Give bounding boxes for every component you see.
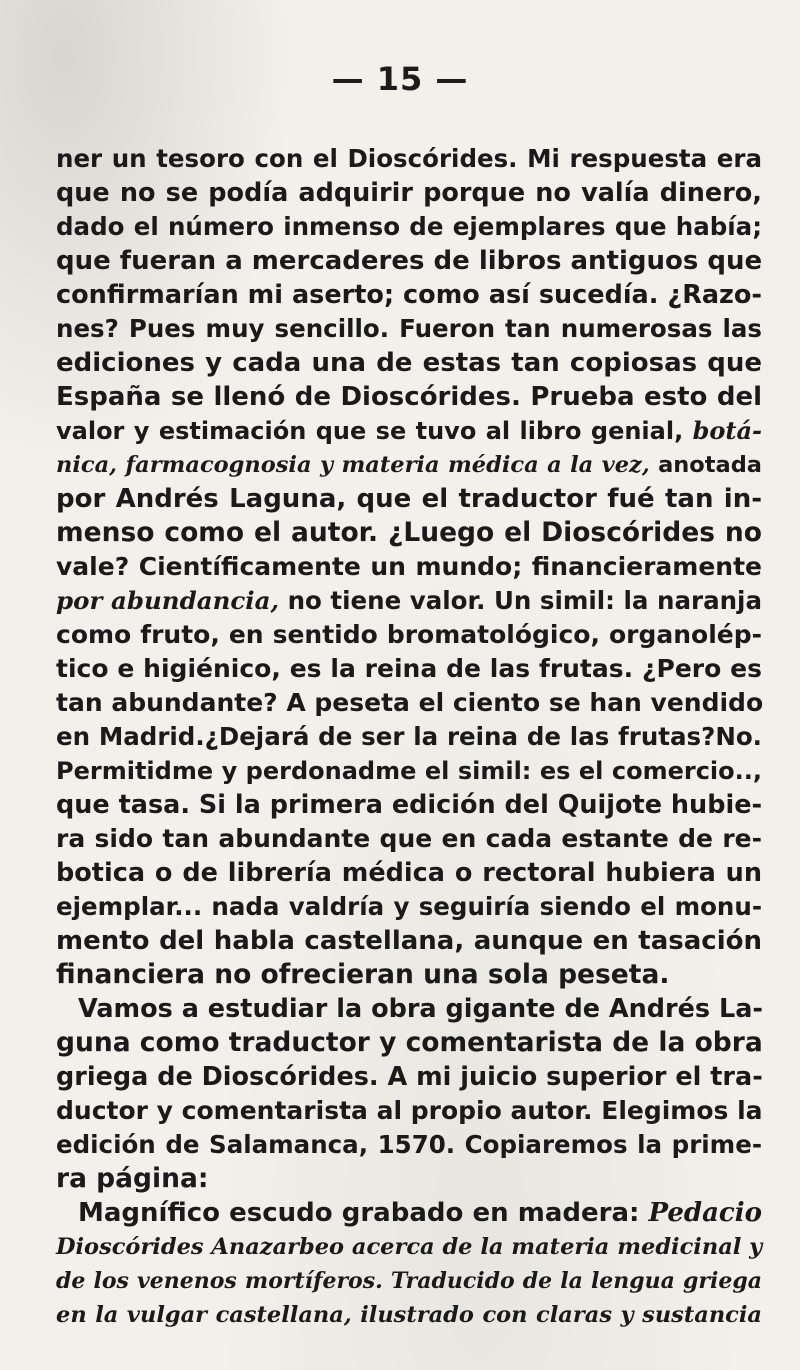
text-line: botica o de librería médica o rectoral hubiera un <box>56 858 762 888</box>
text-line: confirmarían mi aserto; como así sucedía. ¿Razo- <box>56 280 762 310</box>
text-segment: no tiene valor. Un simil: la naranja <box>279 586 762 615</box>
text-line <box>56 1230 762 1264</box>
text-line: dado el número inmenso de ejemplares que había; <box>56 212 762 241</box>
italic-segment: botá- <box>692 416 762 445</box>
text-line: ductor y comentarista al propio autor. Elegimos la <box>56 1096 763 1125</box>
text-line: ejemplar... nada valdría y seguiría siendo el monu- <box>56 892 762 921</box>
text-line: en Madrid.¿Dejará de ser la reina de las frutas?No. <box>56 722 762 751</box>
text-line <box>56 1298 762 1332</box>
text-line: nes? Pues muy sencillo. Fueron tan numerosas las <box>56 314 762 343</box>
text-line: que fueran a mercaderes de libros antiguos que <box>56 246 763 276</box>
text-line <box>56 1196 762 1230</box>
text-line: guna como traductor y comentarista de la obra <box>56 1027 763 1058</box>
italic-segment: de los venenos mortíferos. Traducido de la lengua griega <box>56 1268 762 1294</box>
italic-segment: por abundancia, <box>56 586 280 615</box>
text-line: por Andrés Laguna, que el traductor fué tan in- <box>56 484 762 514</box>
text-line: que tasa. Si la primera edición del Quijote hubie- <box>56 790 763 820</box>
text-line: como fruto, en sentido bromatológico, organolép- <box>56 620 762 649</box>
text-line: Permitidme y perdonadme el simil: es el comercio.., <box>56 757 762 785</box>
text-line <box>56 1264 762 1298</box>
text-line: menso como el autor. ¿Luego el Dioscórides no <box>56 517 762 548</box>
text-line <box>56 414 762 448</box>
italic-segment: Pedacio <box>648 1198 762 1228</box>
italic-segment: nica, farmacognosia y materia médica a la vez, <box>56 452 650 478</box>
text-line: griega de Dioscórides. A mi juicio superior el tra- <box>56 1062 763 1092</box>
text-line: ner un tesoro con el Dioscórides. Mi respuesta era <box>56 144 762 173</box>
text-segment: anotada <box>649 452 762 478</box>
text-line <box>56 584 762 618</box>
page-number: — 15 — <box>331 60 469 98</box>
text-line: mento del habla castellana, aunque en tasación <box>56 926 762 956</box>
body-text <box>56 142 762 1332</box>
text-segment: Magnífico escudo grabado en madera: <box>78 1198 649 1228</box>
text-line: España se llenó de Dioscórides. Prueba esto del <box>56 382 762 412</box>
text-line: que no se podía adquirir porque no valía dinero, <box>56 178 762 208</box>
text-line: tan abundante? A peseta el ciento se han vendido <box>56 688 764 717</box>
text-line: edición de Salamanca, 1570. Copiaremos la prime- <box>56 1130 762 1159</box>
text-line: ediciones y cada una de estas tan copiosas que <box>56 348 762 378</box>
text-line: vale? Científicamente un mundo; financieramente <box>56 552 762 581</box>
text-line: Vamos a estudiar la obra gigante de Andrés La- <box>78 994 764 1024</box>
text-line <box>56 448 762 482</box>
text-line: financiera no ofrecieran una sola peseta. <box>56 959 670 990</box>
italic-segment: en la vulgar castellana, ilustrado con claras y sustancia <box>56 1302 762 1328</box>
text-segment: valor y estimación que se tuvo al libro genial, <box>56 417 693 445</box>
italic-segment: Dioscórides Anazarbeo acerca de la materia medicinal y <box>56 1234 763 1260</box>
text-line: tico e higiénico, es la reina de las frutas. ¿Pero es <box>56 654 762 683</box>
text-line: ra página: <box>56 1163 209 1194</box>
text-line: ra sido tan abundante que en cada estante de re- <box>56 824 762 853</box>
